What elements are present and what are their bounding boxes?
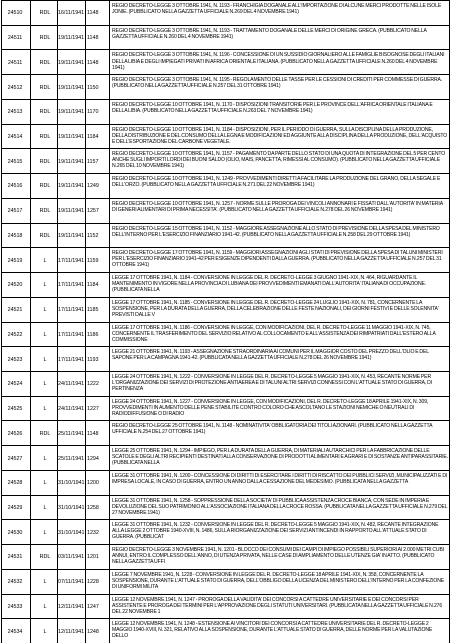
record-number: 24528 bbox=[7, 480, 23, 487]
record-number: 24525 bbox=[7, 406, 23, 413]
page-number: 1170 bbox=[87, 109, 99, 116]
record-number: 24518 bbox=[7, 232, 23, 239]
act-type: RDL bbox=[39, 208, 51, 215]
act-type: RDL bbox=[39, 183, 51, 190]
table-row bbox=[2, 445, 449, 470]
table-row bbox=[2, 618, 449, 643]
record-number: 24523 bbox=[7, 356, 23, 363]
record-number: 24510 bbox=[7, 10, 23, 17]
publication-date: 25/11/1941 bbox=[58, 430, 85, 437]
publication-date: 03/11/1941 bbox=[58, 554, 85, 561]
table-row bbox=[2, 371, 449, 396]
record-number: 24520 bbox=[7, 282, 23, 289]
table-row bbox=[2, 346, 449, 371]
page-number: 1193 bbox=[87, 356, 99, 363]
page-number: 1157 bbox=[87, 158, 99, 165]
publication-date: 19/11/1941 bbox=[58, 59, 85, 66]
publication-date: 12/11/1941 bbox=[58, 603, 85, 610]
act-description: REGIO DECRETO-LEGGE 3 OTTOBRE 1941, N. 1195 - REGOLAMENTO DELLE TASSE PER LE CESSIONI DI CREDITI PER COMMESSE DI GUERRA. (PUBBLICATO NELLA GAZZETTA UFFICIALE N.257 DEL 31 OTTOBRE 1941) bbox=[112, 77, 443, 90]
act-description: LEGGE 21 OTTOBRE 1941, N. 1193 - ASSEGNAZIONE STRAORDINARIA AI COMUNI PER IL MAGGIOR COSTO DEL PREZZO DELL'OLIO E DEL SAPONE PER LA CAMPAGNA 1941-42. (PUBBLICATA NELLA GAZZETTA UFFICIALE N.278 DEL 26 NOVEMBRE 1941) bbox=[112, 349, 429, 362]
page-number: 1248 bbox=[87, 628, 99, 635]
publication-date: 19/11/1941 bbox=[58, 208, 85, 215]
page-number: 1294 bbox=[87, 455, 99, 462]
act-description: REGIO DECRETO-LEGGE 10 OTTOBRE 1941, N. 1184 - DISPOSIZIONI, PER IL PERIODO DI GUERRA, SULLA DISCIPLINA DELLA PRODUZIONE, DELLA DISTRIBUZIONE E DEL CONSUMO DELLA LEGNA E MODIFICAZIONI ED AGGIUNTE ALLA DISCIPLINA DELLA PRODUZIONE, DELL'ACQUISTO E DELL'ESPORTAZIONE DEL CARBONE VEGETALE. bbox=[112, 126, 448, 145]
table-row bbox=[2, 124, 449, 149]
act-description: LEGGE 31 OTTOBRE 1941, N. 1232 - CONVERSIONE IN LEGGE DEL R. DECRETO-LEGGE 5 MAGGIO 1941-XIX, N. 482, RECANTE INTEGRAZIONE ALLA LEGGE 2 OTTOBRE 1940-XVIII, N. 1486, SULLA RIORGANIZZAZIONE DEI SERVIZI ANTINCENDI IN RAPPORTO ALL'ATTUALE STATO DI GUERRA. (PUBBLICAT bbox=[112, 522, 439, 541]
act-description: LEGGE 7 NOVEMBRE 1941, N. 1228 - CONVERSIONE IN LEGGE DEL R. DECRETO-LEGGE 18 APRILE 1941-XIX, N. 358, CONCERNENTE LA SOSPENSIONE, DURANTE L'ATTUALE STATO DI GUERRA, DELL'OBBLIGO DELLA LICENZA DEL MINISTERO DELL'INTERNO PER LA CONFEZIONE DI UNIFORMI MILITA bbox=[112, 571, 445, 590]
publication-date: 16/11/1941 bbox=[58, 10, 85, 17]
act-description: LEGGE 17 OTTOBRE 1941, N. 1184 - CONVERSIONE IN LEGGE DEL R. DECRETO-LEGGE 3 GIUGNO 1941-XIX, N. 464, RIGUARDANTE IL MANTENIMENTO IN VIGORE NELLA PROVINCIA DI LUBIANA DEI PROVVEDIMENTI EMANATI DALL'AUTORITA' ITALIANA DI OCCUPAZIONE. (PUBBLICATA NELLA bbox=[112, 275, 427, 294]
table-row bbox=[2, 223, 449, 248]
table-row bbox=[2, 594, 449, 619]
publication-date: 17/11/1941 bbox=[58, 307, 85, 314]
page-number: 1152 bbox=[87, 232, 99, 239]
act-description: LEGGE 25 OTTOBRE 1941, N. 1294 - IMPIEGO, PER LA DURATA DELLA GUERRA, DI MATERIALI AUTARCHICI PER LA FABBRICAZIONE DELLE SCATOLE E DEGLI ALTRI RECIPIENTI DESTINATI ALLA CONSERVAZIONE DI PRODOTTI ALIMENTARI E AGRARI E DI SOSTANZE ANTIPARASSITARIE. (PUBBLICATA NELLA bbox=[112, 448, 448, 467]
record-number: 24531 bbox=[7, 554, 23, 561]
record-number: 24511 bbox=[7, 35, 23, 42]
table-row bbox=[2, 544, 449, 569]
table-row bbox=[2, 49, 449, 74]
publication-date: 24/11/1941 bbox=[58, 381, 85, 388]
table-row bbox=[2, 148, 449, 173]
page-number: 1201 bbox=[87, 554, 99, 561]
act-description: LEGGE 12 NOVEMBRE 1941, N. 1247 - PROROGA DELLA VALIDITA' DEI CONCORSI A CATTEDRE UNIVERSITARIE E DEI CONCORSI PER ASSISTENTE E PROROGA DEI TERMINI PER L'APPROVAZIONE DEGLI STATUTI UNIVERSITARI. (PUBBLICATA NELLA GAZZETTA UFFICIALE N.276 DEL 22 NOVEMBRE 1 bbox=[112, 596, 443, 615]
act-description: REGIO DECRETO-LEGGE 3 OTTOBRE 1941, N. 1196 - CONCESSIONE DI UN SUSSIDIO GIORNALIERO ALLE FAMIGLIE BISOGNOSE DEGLI ITALIANI DELLA LIBIA E DEGLI IMPIEGATI PRIVATI IN AFRICA ORIENTALE ITALIANA. (PUBBLICATO NELLA GAZZETTA UFFICIALE N.260 DEL 4 NOVEMBRE 1941) bbox=[112, 52, 445, 71]
act-description: LEGGE 31 OTTOBRE 1941, N. 1200 - CONCESSIONE DI DIRITTI DI ESERCITARE I DIRITTI DI RISCATTO DEI PUBBLICI SERVIZI, MUNICIPALIZZATI E DI IMPRESA LOCALE, IN CASO DI GUERRA, ENTRO UN ANNO DALLA CESSAZIONE DEL MEDESIMO. (PUBBLICATA NELLA GAZZETTA bbox=[112, 472, 448, 485]
act-description: LEGGE 12 NOVEMBRE 1941, N. 1248 - ESTENSIONE AI VINCITORI DEI CONCORSI A CATTEDRE UNIVERSITARIE DEL R. DECRETO-LEGGE 2 MAGGIO 1940-XVIII, N. 321, RELATIVO ALLA SOSPENSIONE, DURANTE L'ATTUALE STATO DI GUERRA, DELLE NORME PER LA VALUTAZIONE DELLO bbox=[112, 621, 433, 640]
table-row bbox=[2, 99, 449, 124]
page-number: 1232 bbox=[87, 529, 99, 536]
publication-date: 19/11/1941 bbox=[58, 109, 85, 116]
act-type: L bbox=[43, 504, 47, 511]
publication-date: 17/11/1941 bbox=[58, 257, 85, 264]
page-number: 1148 bbox=[87, 35, 99, 42]
record-number: 24511 bbox=[7, 59, 23, 66]
publication-date: 19/11/1941 bbox=[58, 183, 85, 190]
record-number: 24524 bbox=[7, 381, 23, 388]
act-type: RDL bbox=[39, 158, 51, 165]
table-row bbox=[2, 173, 449, 198]
act-description: REGIO DECRETO-LEGGE 15 OTTOBRE 1941, N. 1152 - MAGGIORE ASSEGNAZIONE ALLO STATO DI PREVISIONE DELLA SPESA DEL MINISTERO DELL'INTERNO PER L'ESERCIZIO FINANZIARIO 1941-42. (PUBBLICATO NELLA GAZZETTA UFFICIALE N.258 DEL 29 OTTOBRE 1941) bbox=[112, 225, 440, 238]
act-description: REGIO DECRETO-LEGGE 3 OTTOBRE 1941, N. 1193 - TRATTAMENTO DOGANALE DELLE MERCI DI ORIGINE GRECA. (PUBBLICATO NELLA GAZZETTA UFFICIALE N.260 DEL 4 NOVEMBRE 1941) bbox=[112, 27, 427, 40]
record-number: 24514 bbox=[7, 134, 23, 140]
page-number: 1184 bbox=[87, 134, 99, 140]
act-description: LEGGE 31 OTTOBRE 1941, N. 1258 - SOPPRESSIONE DELLA SOCIETA' DI PUBBLICA ASSISTENZA CROCE BIANCA, CON SEDE IN IMPERIA E DEVOLUZIONE DEL SUO PATRIMONIO ALL'ASSOCIAZIONE ITALIANA DELLA CROCE ROSSA. (PUBBLICATA NELLA GAZZETTA UFFICIALE N.279 DEL 27 NOVEMBRE 1941) bbox=[112, 497, 448, 516]
act-type: L bbox=[43, 628, 47, 635]
publication-date: 24/11/1941 bbox=[58, 406, 85, 413]
act-type: L bbox=[43, 356, 47, 363]
record-number: 24515 bbox=[7, 158, 23, 165]
act-type: RDL bbox=[39, 232, 51, 239]
publication-date: 19/11/1941 bbox=[58, 134, 85, 140]
act-type: L bbox=[43, 603, 47, 610]
page-number: 1258 bbox=[87, 504, 99, 511]
register-table bbox=[1, 0, 450, 643]
record-number: 24522 bbox=[7, 331, 23, 338]
page-number: 1227 bbox=[87, 406, 99, 413]
act-type: L bbox=[43, 406, 47, 413]
page-number: 1186 bbox=[87, 331, 99, 338]
act-type: L bbox=[43, 529, 47, 536]
page-number: 1222 bbox=[87, 381, 99, 388]
page-number: 1184 bbox=[87, 282, 99, 289]
record-number: 24529 bbox=[7, 504, 23, 511]
table-row bbox=[2, 74, 449, 99]
publication-date: 19/11/1941 bbox=[58, 158, 85, 165]
act-description: REGIO DECRETO-LEGGE 10 OTTOBRE 1941, N. 1257 - NORME SULLE PROROGA DEI VINCOLI ANNONARI E FISSATI DALL'AUTORITA' IN MATERIA DI GENERI ALIMENTARI DI PRIMA NECESSITA'. (PUBBLICATO NELLA GAZZETTA UFFICIALE N.278 DEL 26 NOVEMBRE 1941) bbox=[112, 200, 443, 213]
table-row bbox=[2, 297, 449, 322]
record-number: 24533 bbox=[7, 603, 23, 610]
record-number: 24519 bbox=[7, 257, 23, 264]
page-number: 1148 bbox=[87, 59, 99, 66]
page-number: 1159 bbox=[87, 257, 99, 264]
act-description: REGIO DECRETO-LEGGE 10 OTTOBRE 1941, N. 1170 - DISPOSIZIONI TRANSITORIE PER LE PROVINCE DELL'AFRICA ORIENTALE ITALIANA E DELLA LIBIA. (PUBBLICATO NELLA GAZZETTA UFFICIALE N.263 DEL 7 NOVEMBRE 1941) bbox=[112, 101, 433, 114]
act-type: RDL bbox=[39, 10, 51, 17]
table-row bbox=[2, 396, 449, 421]
act-type: RDL bbox=[39, 554, 51, 561]
page-number: 1148 bbox=[87, 430, 99, 437]
page-number: 1150 bbox=[87, 84, 99, 91]
page-number: 1257 bbox=[87, 208, 99, 215]
act-type: L bbox=[43, 307, 47, 314]
act-description: LEGGE 17 OTTOBRE 1941, N. 1185 - CONVERSIONE IN LEGGE DEL R. DECRETO-LEGGE 24 LUGLIO 1941-XIX, N. 781, CONCERNENTE LA SOSPENSIONE, PER LA DURATA DELLA GUERRA, DELLA CELEBRAZIONE DELLE FESTE NAZIONALI, DEI GIORNI FESTIVI E DELLE SOLENNITA' PREVISTI DALLE V bbox=[112, 299, 439, 318]
publication-date: 17/11/1941 bbox=[58, 282, 85, 289]
record-number: 24521 bbox=[7, 307, 23, 314]
record-number: 24512 bbox=[7, 84, 23, 91]
publication-date: 31/10/1941 bbox=[58, 529, 85, 536]
record-number: 24516 bbox=[7, 183, 23, 190]
act-description: LEGGE 24 OTTOBRE 1941, N. 1227 - CONVERSIONE IN LEGGE, CON MODIFICAZIONI, DEL R. DECRETO-LEGGE 18 APRILE 1941-XIX, N. 309, PROVVEDIMENTI IN AUMENTO DELLE PENE STABILITE CONTRO COLORO CHE ASCOLTANO LE STAZIONI NEMICHE O NEUTRALI DI RADIODIFFUSIONE O DI RADIO bbox=[112, 398, 429, 417]
act-type: RDL bbox=[39, 35, 51, 42]
table-row bbox=[2, 198, 449, 223]
page-number: 1228 bbox=[87, 579, 99, 586]
table-row bbox=[2, 470, 449, 495]
page-number: 1185 bbox=[87, 307, 99, 314]
act-description: REGIO DECRETO-LEGGE 3 OTTOBRE 1941, N. 1193 - FRANCHIGIA DOGANALE ALL'IMPORTAZIONE DI ALCUNE MERCI PRODOTTE NELLE ISOLE JONIE. (PUBBLICATO NELLA GAZZETTA UFFICIALE N.269 DEL 4 NOVEMBRE 1941) bbox=[112, 3, 442, 16]
act-description: REGIO DECRETO-LEGGE 10 OTTOBRE 1941, N. 1157 - PAGAMENTO DA PARTE DELLO STATO DI UNA QUOTA DI INTEGRAZIONE DEL 5 PER CENTO ANCHE SUGLI IMPORTI LORDI DEI BUONI SALDO (OLIO, MAIS, PANCETTA, RIMESSI AL CONSUMO). (PUBBLICATO NELLA GAZZETTA UFFICIALE N.265 DEL 10 NOVEMBRE 1941) bbox=[112, 151, 446, 170]
table-row bbox=[2, 322, 449, 347]
table-row bbox=[2, 569, 449, 594]
page-number: 1247 bbox=[87, 603, 99, 610]
act-type: L bbox=[43, 257, 47, 264]
page-number: 1200 bbox=[87, 480, 99, 487]
record-number: 24532 bbox=[7, 579, 23, 586]
act-type: L bbox=[43, 282, 47, 289]
table-row bbox=[2, 272, 449, 297]
act-description: LEGGE 24 OTTOBRE 1941, N. 1222 - CONVERSIONE IN LEGGE DEL R. DECRETO-LEGGE 5 MAGGIO 1941-XIX, N. 453, RECANTE NORME PER L'ORGANIZZAZIONE DEI SERVIZI DI PROTEZIONE ANTIAEREA E DI TALUNI ALTRI SERVIZI CONNESSI CON L'ATTUALE STATO DI GUERRA, DI PERTINENZA bbox=[112, 373, 432, 393]
act-type: RDL bbox=[39, 134, 51, 140]
publication-date: 31/10/1941 bbox=[58, 480, 85, 487]
publication-date: 07/11/1941 bbox=[58, 579, 85, 586]
publication-date: 25/11/1941 bbox=[58, 455, 85, 462]
act-type: L bbox=[43, 331, 47, 338]
publication-date: 31/10/1941 bbox=[58, 504, 85, 511]
act-type: RDL bbox=[39, 84, 51, 91]
table-row bbox=[2, 0, 449, 25]
act-type: L bbox=[43, 579, 47, 586]
table-row bbox=[2, 420, 449, 445]
record-number: 24527 bbox=[7, 455, 23, 462]
act-description: REGIO DECRETO-LEGGE 17 OTTOBRE 1941, N. 1159 - MAGGIORI ASSEGNAZIONI AGLI STATI DI PREVISIONE DELLA SPESA DI TALUNI MINISTERI PER L'ESERCIZIO FINANZIARIO 1941-42 PER ESIGENZE DIPENDENTI DALLA GUERRA. (PUBBLICATO NELLA GAZZETTA UFFICIALE N.257 DEL 31 OTTOBRE 1941) bbox=[112, 250, 443, 269]
record-number: 24534 bbox=[7, 628, 23, 635]
table-row bbox=[2, 519, 449, 544]
record-number: 24517 bbox=[7, 208, 23, 215]
publication-date: 17/11/1941 bbox=[58, 356, 85, 363]
act-type: RDL bbox=[39, 59, 51, 66]
publication-date: 19/11/1941 bbox=[58, 232, 85, 239]
act-type: RDL bbox=[39, 109, 51, 116]
table-row bbox=[2, 247, 449, 272]
publication-date: 17/11/1941 bbox=[58, 331, 85, 338]
act-type: L bbox=[43, 480, 47, 487]
act-type: RDL bbox=[39, 430, 51, 437]
publication-date: 19/11/1941 bbox=[58, 84, 85, 91]
act-description: REGIO DECRETO-LEGGE 3 NOVEMBRE 1941, N. 1201 - BLOCCO DEI CONSUMI DEI CAMPI DI IMPIEGO POSSIBILI SUPERIORI AI 2.000 METRI CUBI ANNUI, ENTRO IL COMPLESSO DELL'ANNO, DI UTENZA PRIVATA, NELLE CASE DI AMPLIAMENTO DELLE UTENZE GIA' IN ATTO. (PUBBLICATO NELLA GAZZETTA UFFI bbox=[112, 547, 445, 566]
act-description: REGIO DECRETO-LEGGE 25 OTTOBRE 1941, N. 1148 - NOMINATIVITA' OBBLIGATORIA DEI TITOLI AZIONARI. (PUBBLICATO NELLA GAZZETTA UFFICIALE N.254 DEL 27 OTTOBRE 1941) bbox=[112, 423, 433, 436]
table-row bbox=[2, 25, 449, 50]
act-description: LEGGE 17 OTTOBRE 1941, N. 1186 - CONVERSIONE IN LEGGE, CON MODIFICAZIONI, DEL R. DECRETO-LEGGE 11 MAGGIO 1941-XIX, N. 745, CONCERNENTE IL TRASFERIMENTO DEL SERVIZIO RELATIVO AL COLLOCAMENTO E ALL'ASSISTENZA DEI RIMPATRIATI DALL'ESTERO ALLA COMMISSIONE bbox=[112, 324, 436, 343]
act-type: L bbox=[43, 455, 47, 462]
page-number: 1148 bbox=[87, 10, 99, 17]
page-number: 1249 bbox=[87, 183, 99, 190]
act-description: REGIO DECRETO-LEGGE 10 OTTOBRE 1941, N. 1249 - PROVVEDIMENTI DIRETTI A FACILITARE LA PRODUZIONE DEL GRANO, DELLA SEGALE E DELL'ORZO. (PUBBLICATO NELLA GAZZETTA UFFICIALE N.271 DEL 22 NOVEMBRE 1941) bbox=[112, 176, 441, 189]
publication-date: 12/11/1941 bbox=[58, 628, 85, 635]
record-number: 24513 bbox=[7, 109, 23, 116]
table-row bbox=[2, 495, 449, 520]
record-number: 24530 bbox=[7, 529, 23, 536]
publication-date: 19/11/1941 bbox=[58, 35, 85, 42]
act-type: L bbox=[43, 381, 47, 388]
record-number: 24526 bbox=[7, 430, 23, 437]
